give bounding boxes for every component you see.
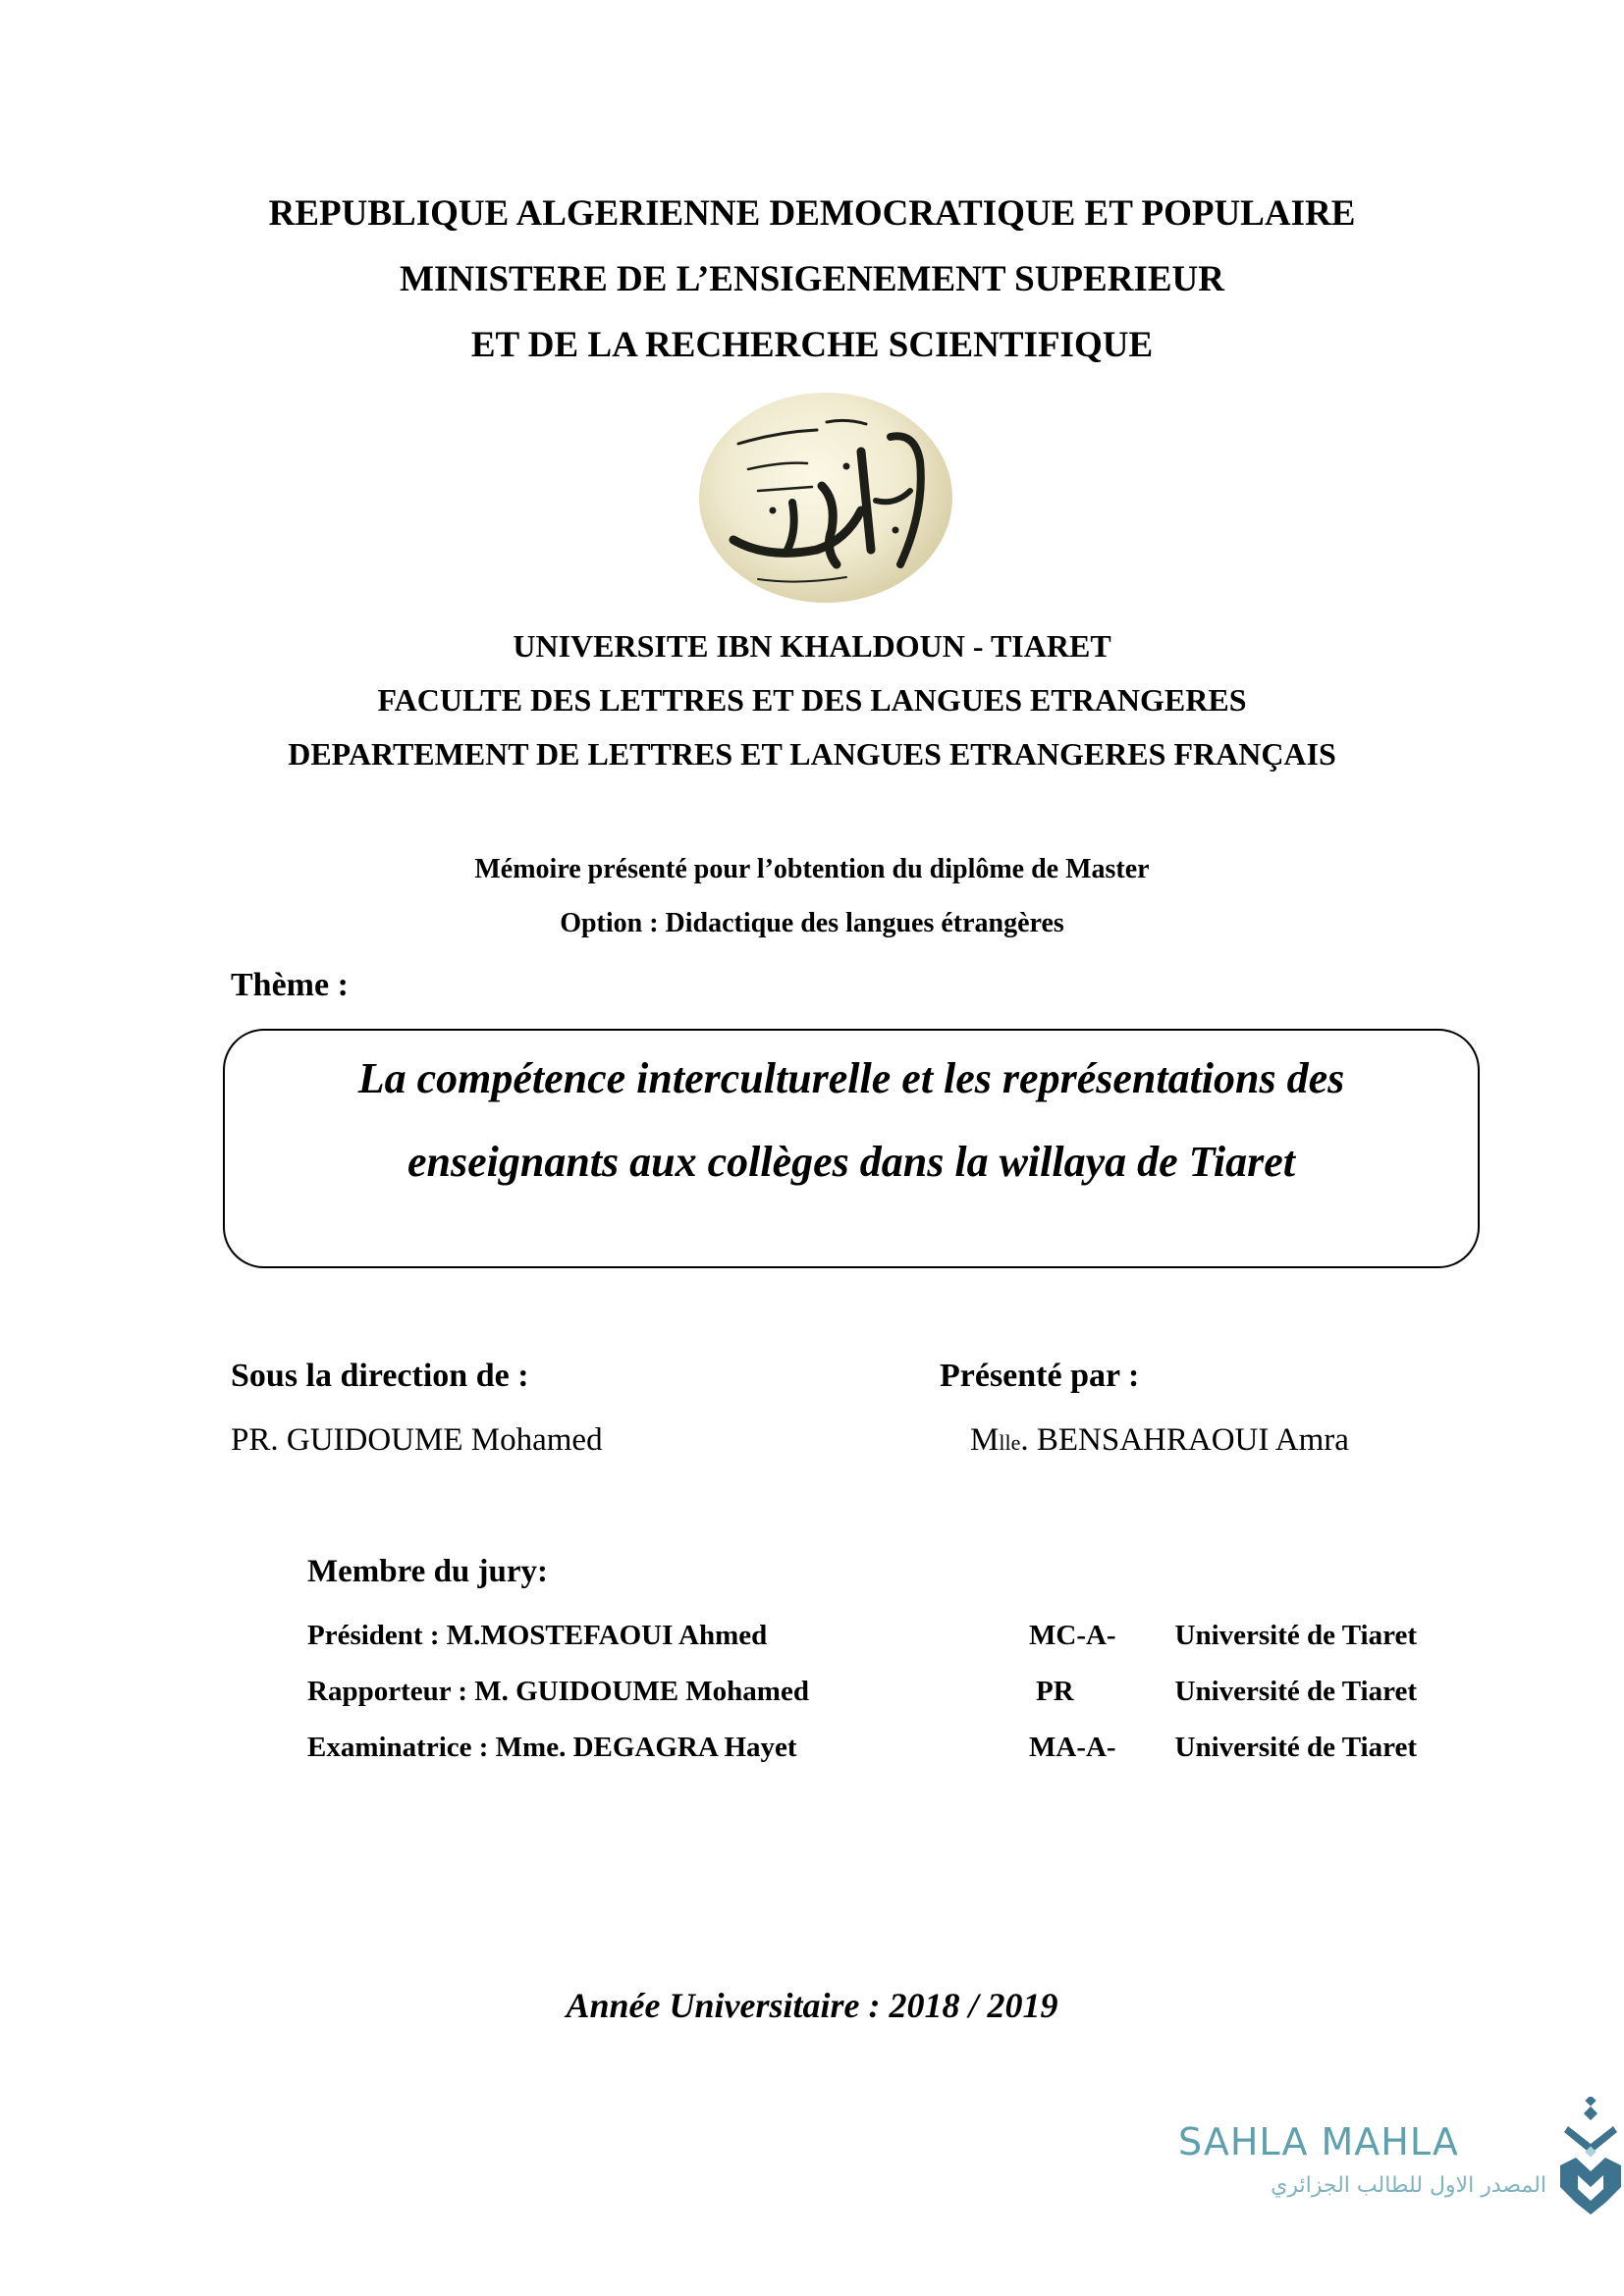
jury-grade: MA-A- [1029,1732,1116,1763]
faculty-name: FACULTE DES LETTRES ET DES LANGUES ETRANGERES [377,682,1247,718]
header-republic: REPUBLIQUE ALGERIENNE DEMOCRATIQUE ET POPULAIRE [268,193,1356,234]
university-name: UNIVERSITE IBN KHALDOUN - TIARET [513,628,1111,664]
header-research: ET DE LA RECHERCHE SCIENTIFIQUE [470,325,1154,365]
jury-institution: Université de Tiaret [1174,1732,1417,1763]
jury-grade: MC-A- [1029,1620,1116,1651]
jury-role-name: Examinatrice : Mme. DEGAGRA Hayet [307,1732,797,1763]
jury-member-rapporteur [307,1676,1417,1715]
watermark [1168,2110,1620,2218]
memoire-purpose: Mémoire présenté pour l’obtention du diplôme de Master [474,854,1150,884]
supervision-label: Sous la direction de : [231,1358,529,1394]
jury-role-name: Rapporteur : M. GUIDOUME Mohamed [307,1676,809,1707]
supervisor-name: PR. GUIDOUME Mohamed [231,1422,603,1458]
presenter-label: Présenté par : [940,1358,1140,1394]
university-seal-icon [699,393,952,603]
theme-title-line-1: La compétence interculturelle et les représentations des [357,1054,1345,1102]
presenter-title-prefix: M [970,1422,1000,1458]
presenter-fullname: . BENSAHRAOUI Amra [1020,1422,1349,1458]
jury-label: Membre du jury: [307,1554,549,1589]
jury-grade: PR [1036,1676,1074,1707]
department-name: DEPARTEMENT DE LETTRES ET LANGUES ETRANGERES FRANÇAIS [288,736,1336,772]
presenter-name [970,1422,1349,1459]
memoire-option: Option : Didactique des langues étrangères [560,908,1064,938]
jury-role-name: Président : M.MOSTEFAOUI Ahmed [307,1620,768,1651]
jury-member-examinatrice [307,1732,1417,1771]
jury-member-president [307,1620,1417,1659]
sahla-mahla-logo-icon [1556,2097,1624,2218]
theme-title-line-2: enseignants aux collèges dans la willaya de Tiaret [406,1138,1296,1186]
jury-institution: Université de Tiaret [1174,1620,1417,1651]
watermark-brand: SAHLA MAHLA [1178,2120,1459,2163]
header-ministry: MINISTERE DE L’ENSIGENEMENT SUPERIEUR [400,259,1224,299]
theme-label: Thème : [231,967,349,1003]
presenter-title-suffix: lle [999,1430,1021,1455]
academic-year: Année Universitaire : 2018 / 2019 [566,1986,1058,2025]
watermark-tagline: المصدر الاول للطالب الجزائري [1271,2173,1546,2198]
jury-institution: Université de Tiaret [1174,1676,1417,1707]
